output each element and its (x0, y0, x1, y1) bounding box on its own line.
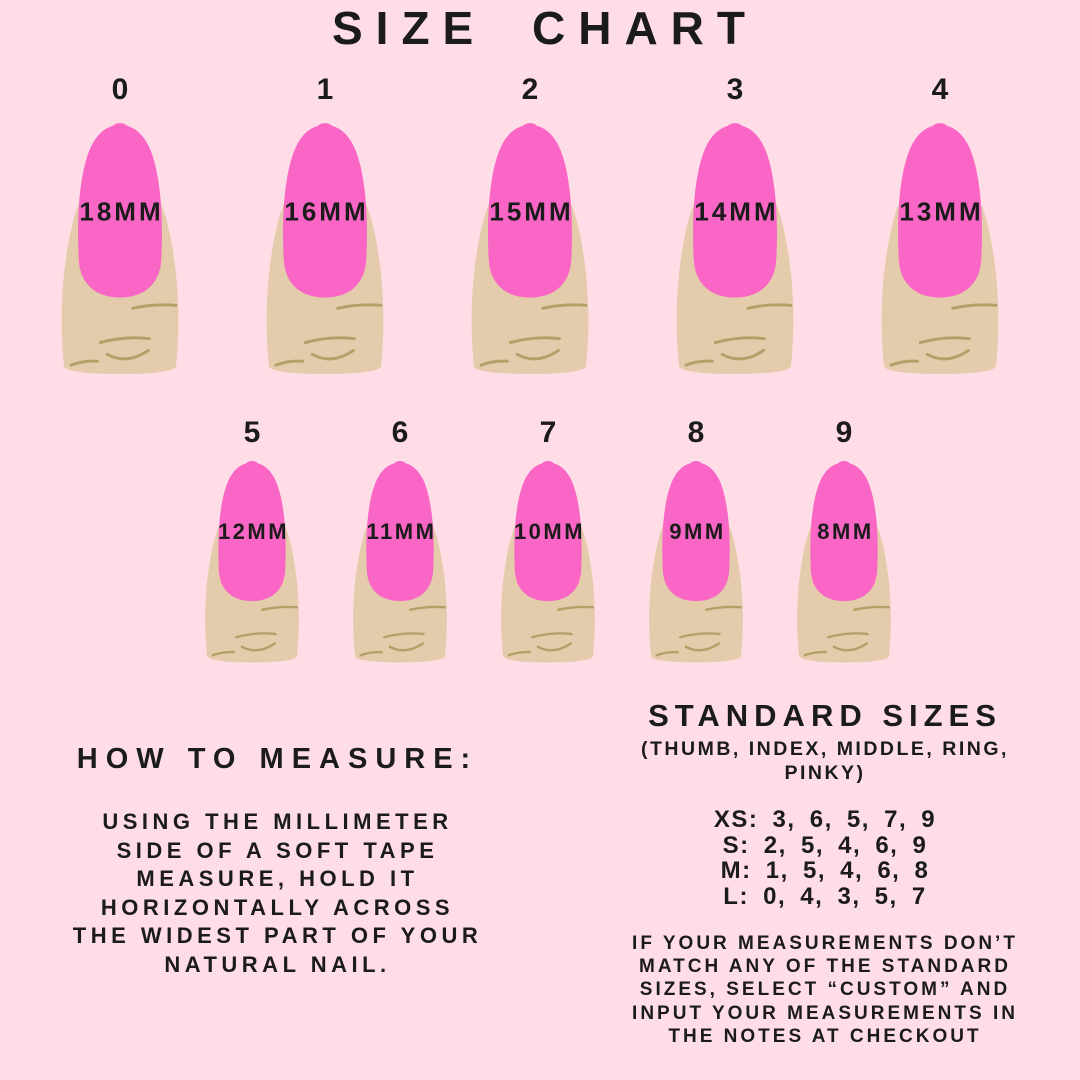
how-to-measure-section (15, 742, 540, 979)
size-values: 0, 4, 3, 5, 7 (763, 882, 927, 910)
nail-width-label: 8MM (817, 519, 874, 545)
finger-nail-illustration (637, 460, 755, 665)
finger-nail-icon (662, 122, 809, 377)
how-to-measure-line: SIDE OF A SOFT TAPE (116, 837, 439, 863)
finger-nail-illustration (457, 122, 604, 377)
finger-card-7 (489, 418, 607, 665)
finger-nail-illustration (867, 122, 1014, 377)
size-number: 6 (391, 416, 409, 449)
finger-row-bottom (193, 418, 903, 665)
size-label: XS: (713, 806, 759, 833)
nail-width-label: 9MM (669, 519, 726, 545)
finger-nail-illustration (785, 460, 903, 665)
finger-nail-icon (457, 122, 604, 377)
finger-nail-icon (637, 460, 755, 665)
note-line: INPUT YOUR MEASUREMENTS IN (632, 1002, 1018, 1024)
size-number: 8 (687, 416, 705, 449)
size-values: 2, 5, 4, 6, 9 (763, 831, 928, 859)
nail-width-label: 15MM (489, 196, 574, 227)
finger-card-8 (637, 418, 755, 665)
standard-sizes-heading: STANDARD SIZES (648, 698, 1002, 733)
size-line-s (585, 833, 1065, 859)
finger-nail-icon (47, 122, 194, 377)
size-number: 2 (521, 73, 539, 106)
note-line: IF YOUR MEASUREMENTS DON’T (632, 933, 1018, 954)
size-label: S: (722, 831, 750, 859)
finger-row-top (47, 75, 1014, 377)
page-title: SIZE CHART (332, 2, 758, 54)
nail-width-label: 11MM (366, 519, 437, 545)
finger-nail-icon (785, 460, 903, 665)
size-values: 1, 5, 4, 6, 8 (765, 857, 930, 884)
nail-width-label: 18MM (79, 196, 164, 227)
size-number: 0 (111, 73, 129, 106)
size-values: 3, 6, 5, 7, 9 (772, 806, 937, 833)
finger-nail-icon (193, 460, 311, 665)
size-number: 5 (243, 416, 261, 449)
finger-nail-illustration (252, 122, 399, 377)
finger-nail-icon (489, 460, 607, 665)
size-line-l (585, 884, 1065, 910)
finger-card-2 (457, 75, 604, 377)
size-number: 7 (539, 416, 557, 449)
note-line: MATCH ANY OF THE STANDARD (639, 956, 1011, 978)
subheading-line: PINKY) (784, 761, 866, 784)
finger-nail-illustration (489, 460, 607, 665)
how-to-measure-line: THE WIDEST PART OF YOUR (72, 923, 483, 948)
size-number: 9 (835, 416, 853, 449)
how-to-measure-line: USING THE MILLIMETER (102, 809, 453, 834)
finger-nail-icon (867, 122, 1014, 377)
finger-card-0 (47, 75, 194, 377)
custom-size-note (585, 932, 1065, 1048)
size-number: 1 (316, 73, 334, 106)
finger-nail-illustration (662, 122, 809, 377)
how-to-measure-line: HORIZONTALLY ACROSS (100, 894, 455, 920)
nail-width-label: 16MM (284, 196, 369, 227)
finger-card-9 (785, 418, 903, 665)
subheading-line: (THUMB, INDEX, MIDDLE, RING, (641, 738, 1009, 760)
how-to-measure-text (15, 808, 540, 979)
finger-nail-illustration (341, 460, 459, 665)
finger-card-5 (193, 418, 311, 665)
size-line-m (585, 858, 1065, 884)
finger-nail-illustration (193, 460, 311, 665)
size-line-xs (585, 807, 1065, 833)
finger-card-6 (341, 418, 459, 665)
how-to-measure-heading: HOW TO MEASURE: (76, 743, 479, 775)
size-number: 3 (726, 73, 744, 106)
size-number: 4 (931, 73, 949, 106)
standard-sizes-subheading (585, 738, 1065, 785)
finger-nail-icon (252, 122, 399, 377)
finger-card-4 (867, 75, 1014, 377)
finger-card-1 (252, 75, 399, 377)
nail-width-label: 12MM (217, 519, 290, 545)
note-line: THE NOTES AT CHECKOUT (668, 1025, 982, 1047)
nail-width-label: 13MM (899, 196, 984, 227)
finger-nail-illustration (47, 122, 194, 377)
finger-card-3 (662, 75, 809, 377)
size-label: L: (723, 882, 749, 910)
note-line: SIZES, SELECT “CUSTOM” AND (639, 979, 1011, 1001)
how-to-measure-line: MEASURE, HOLD IT (136, 866, 419, 891)
standard-sizes-section (585, 700, 1065, 1048)
nail-width-label: 14MM (694, 196, 779, 227)
finger-nail-icon (341, 460, 459, 665)
nail-width-label: 10MM (513, 519, 586, 545)
size-label: M: (720, 857, 752, 884)
standard-sizes-list (585, 807, 1065, 909)
how-to-measure-line: NATURAL NAIL. (164, 951, 391, 977)
